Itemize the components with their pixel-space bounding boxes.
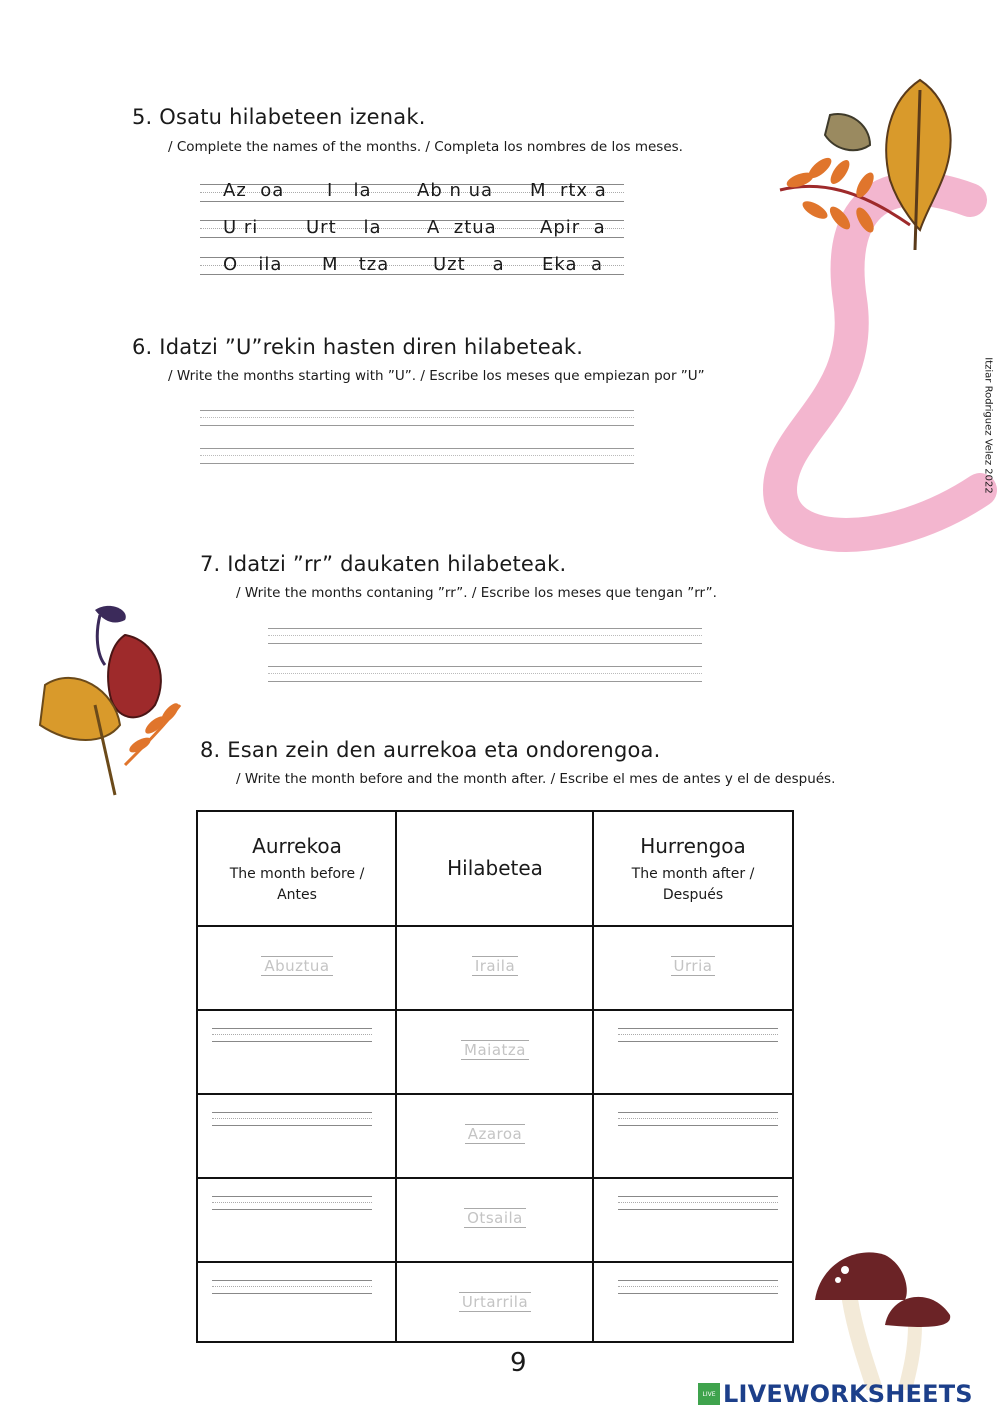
answer-before[interactable] bbox=[212, 1112, 372, 1126]
exercise-7-title: 7. Idatzi ”rr” daukaten hilabeteak. bbox=[200, 552, 567, 576]
month-fragment[interactable]: U ri bbox=[223, 217, 259, 238]
answer-before[interactable] bbox=[212, 1196, 372, 1210]
month-fragment[interactable]: Eka a bbox=[542, 254, 603, 275]
answer-before[interactable] bbox=[212, 1280, 372, 1294]
answer-after[interactable] bbox=[618, 1112, 778, 1126]
answer-after[interactable] bbox=[618, 1196, 778, 1210]
answer-after[interactable] bbox=[618, 1280, 778, 1294]
exercise-8-subtitle: / Write the month before and the month after. / Escribe el mes de antes y el de después. bbox=[236, 771, 836, 787]
autumn-leaves-top-icon bbox=[770, 60, 970, 260]
month-fragment[interactable]: A ztua bbox=[427, 217, 497, 238]
autumn-leaves-left-icon bbox=[15, 595, 190, 800]
month-fragment[interactable]: M tza bbox=[322, 254, 390, 275]
month-fragment[interactable]: Uzt a bbox=[433, 254, 505, 275]
month-fragment[interactable]: Ab n ua bbox=[417, 180, 494, 201]
brand-name: LIVEWORKSHEETS bbox=[723, 1380, 973, 1408]
mushrooms-icon bbox=[810, 1240, 970, 1390]
answer-before[interactable] bbox=[212, 1028, 372, 1042]
answer-line-rr-2[interactable] bbox=[268, 666, 702, 682]
answer-after[interactable] bbox=[618, 1028, 778, 1042]
month-fragment[interactable]: Apir a bbox=[540, 217, 606, 238]
answer-line-u-2[interactable] bbox=[200, 448, 634, 464]
exercise-5-subtitle: / Complete the names of the months. / Completa los nombres de los meses. bbox=[168, 139, 683, 155]
month-fragment[interactable]: I la bbox=[327, 180, 372, 201]
month-fragment[interactable]: Urt la bbox=[306, 217, 382, 238]
example-after: Urria bbox=[594, 957, 792, 975]
exercise-7-subtitle: / Write the months contaning ”rr”. / Escribe los meses que tengan ”rr”. bbox=[236, 585, 717, 601]
header-after: Hurrengoa The month after / Después bbox=[631, 834, 755, 903]
month-cell: Maiatza bbox=[396, 1041, 594, 1059]
answer-line-u-1[interactable] bbox=[200, 410, 634, 426]
month-fragment[interactable]: O ila bbox=[223, 254, 283, 275]
header-month: Hilabetea bbox=[447, 856, 543, 880]
example-month: Iraila bbox=[396, 957, 594, 975]
header-before: Aurrekoa The month before / Antes bbox=[229, 834, 365, 903]
month-cell: Azaroa bbox=[396, 1125, 594, 1143]
answer-line-rr-1[interactable] bbox=[268, 628, 702, 644]
live-badge: LIVE bbox=[698, 1383, 720, 1405]
months-table bbox=[196, 810, 794, 1343]
author-credit: Itziar Rodriguez Velez 2022 bbox=[982, 357, 994, 494]
exercise-5-title: 5. Osatu hilabeteen izenak. bbox=[132, 105, 426, 129]
example-before: Abuztua bbox=[198, 957, 396, 975]
page-number: 9 bbox=[510, 1348, 527, 1378]
exercise-6-subtitle: / Write the months starting with ”U”. / Escribe los meses que empiezan por ”U” bbox=[168, 368, 705, 384]
exercise-8-title: 8. Esan zein den aurrekoa eta ondorengoa. bbox=[200, 738, 661, 762]
liveworksheets-logo bbox=[698, 1380, 973, 1408]
month-fragment[interactable]: Az oa bbox=[223, 180, 285, 201]
exercise-6-title: 6. Idatzi ”U”rekin hasten diren hilabeteak. bbox=[132, 335, 584, 359]
month-fragment[interactable]: M rtx a bbox=[530, 180, 607, 201]
month-cell: Otsaila bbox=[396, 1209, 594, 1227]
month-cell: Urtarrila bbox=[396, 1293, 594, 1311]
